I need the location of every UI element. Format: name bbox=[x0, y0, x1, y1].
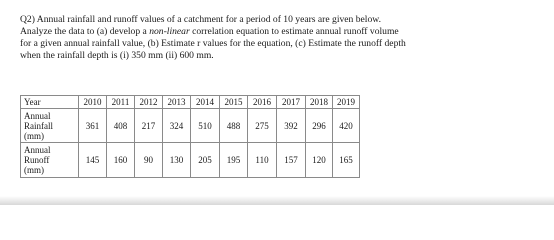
table-row-runoff bbox=[21, 143, 360, 178]
question-line-1: Q2) Annual rainfall and runoff values of a catchment for a period of 10 years are given below. bbox=[20, 14, 381, 25]
data-table bbox=[20, 95, 360, 178]
runoff-cell: 165 bbox=[333, 143, 360, 178]
rainfall-cell: 420 bbox=[333, 109, 360, 143]
rainfall-cell: 510 bbox=[191, 109, 220, 143]
page-bottom-shadow bbox=[0, 196, 554, 205]
rainfall-cell: 217 bbox=[135, 109, 163, 143]
year-header: Year bbox=[21, 96, 79, 109]
runoff-cell: 130 bbox=[163, 143, 191, 178]
question-line-2-italic: non-linear bbox=[149, 26, 190, 37]
question-text bbox=[20, 14, 540, 62]
runoff-cell: 160 bbox=[107, 143, 135, 178]
runoff-cell: 205 bbox=[191, 143, 220, 178]
question-line-4: when the rainfall depth is (i) 350 mm (ii) 600 mm. bbox=[20, 50, 214, 61]
rainfall-cell: 488 bbox=[220, 109, 248, 143]
question-line-2 bbox=[20, 26, 540, 38]
runoff-label-line: Runoff bbox=[24, 155, 50, 165]
rainfall-label-line: Annual bbox=[24, 110, 51, 121]
year-cell: 2017 bbox=[277, 96, 306, 109]
rainfall-cell: 392 bbox=[277, 109, 306, 143]
runoff-label-line: Annual bbox=[24, 145, 51, 155]
year-cell: 2011 bbox=[107, 96, 135, 109]
rainfall-header bbox=[21, 109, 79, 143]
year-cell: 2012 bbox=[135, 96, 163, 109]
runoff-cell: 90 bbox=[135, 143, 163, 178]
rainfall-cell: 296 bbox=[306, 109, 333, 143]
rainfall-label-line: Rainfall bbox=[24, 120, 53, 131]
question-line-2-end: correlation equation to estimate annual runoff volume bbox=[189, 26, 399, 37]
year-cell: 2013 bbox=[163, 96, 191, 109]
rainfall-cell: 275 bbox=[248, 109, 277, 143]
year-cell: 2015 bbox=[220, 96, 248, 109]
rainfall-label-line: (mm) bbox=[24, 130, 44, 141]
runoff-cell: 157 bbox=[277, 143, 306, 178]
question-line-2-start: Analyze the data to (a) develop a bbox=[20, 26, 150, 37]
runoff-cell: 195 bbox=[220, 143, 248, 178]
runoff-cell: 145 bbox=[79, 143, 107, 178]
runoff-cell: 120 bbox=[306, 143, 333, 178]
runoff-header bbox=[21, 143, 79, 178]
rainfall-cell: 324 bbox=[163, 109, 191, 143]
table-row-rainfall bbox=[21, 109, 360, 143]
rainfall-cell: 361 bbox=[79, 109, 107, 143]
rainfall-cell: 408 bbox=[107, 109, 135, 143]
question-line-3: for a given annual rainfall value, (b) Estimate r values for the equation, (c) Estimate the runoff depth bbox=[20, 38, 406, 49]
runoff-cell: 110 bbox=[248, 143, 277, 178]
year-cell: 2014 bbox=[191, 96, 220, 109]
year-cell: 2018 bbox=[306, 96, 333, 109]
year-cell: 2010 bbox=[79, 96, 107, 109]
year-cell: 2016 bbox=[248, 96, 277, 109]
table-row-year bbox=[21, 96, 360, 109]
year-cell: 2019 bbox=[333, 96, 360, 109]
runoff-label-line: (mm) bbox=[24, 165, 44, 175]
